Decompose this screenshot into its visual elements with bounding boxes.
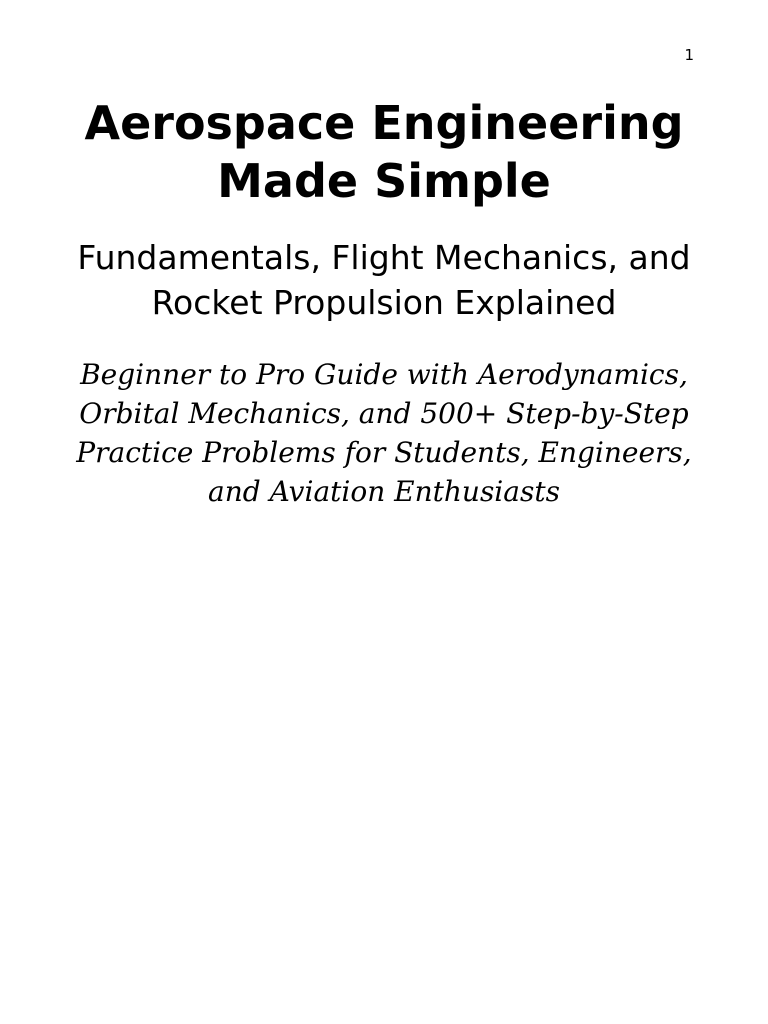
book-title: Aerospace Engineering Made Simple	[84, 96, 684, 208]
book-subtitle: Fundamentals, Flight Mechanics, and Rocket Propulsion Explained	[77, 238, 691, 322]
book-tagline: Beginner to Pro Guide with Aerodynamics, Orbital Mechanics, and 500+ Step-by-Step Practice Problems for Students, Engineers, and Aviation Enthusiasts	[76, 358, 692, 508]
page-number: 1	[684, 46, 694, 64]
